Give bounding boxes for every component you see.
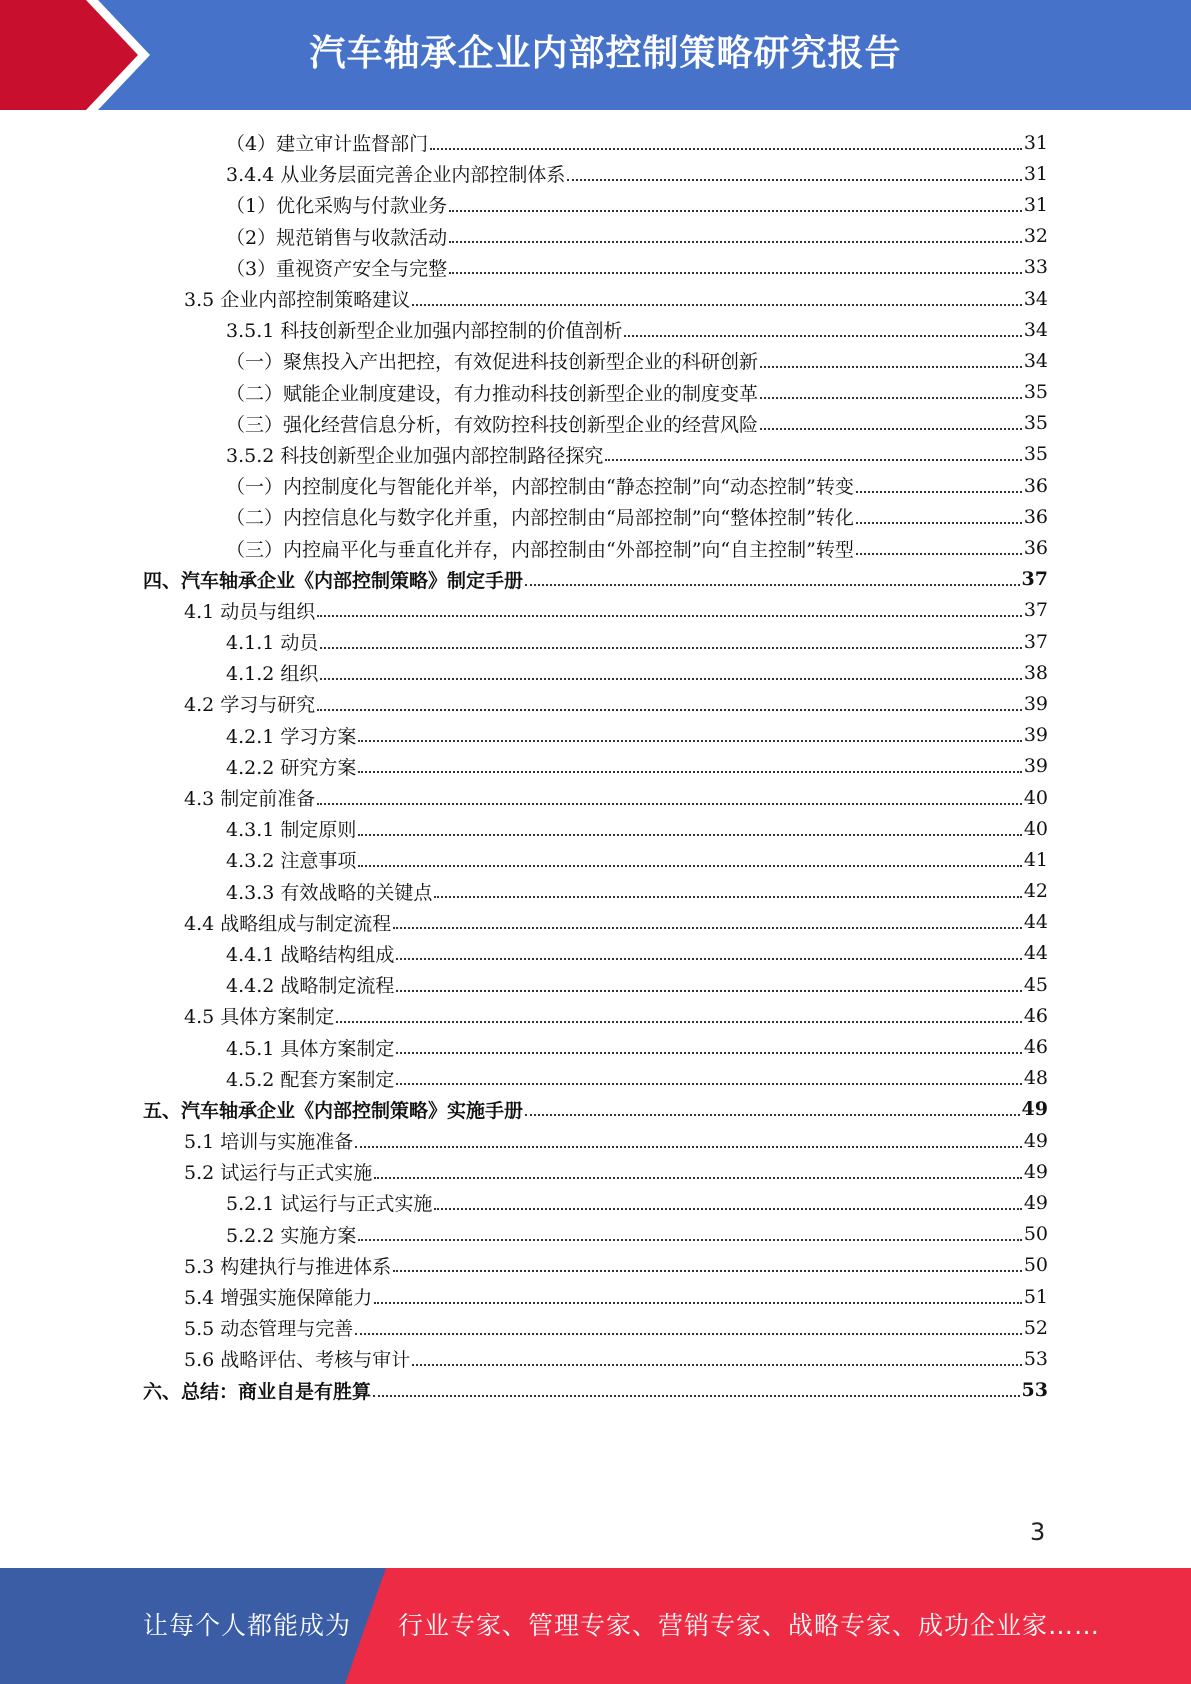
toc-entry[interactable]	[143, 564, 1048, 595]
toc-entry[interactable]	[143, 283, 1048, 314]
toc-entry-title: 5.5 动态管理与完善	[184, 1318, 354, 1341]
toc-entry-page: 39	[1023, 692, 1048, 715]
toc-entry[interactable]	[143, 595, 1048, 626]
toc-leader-dots	[605, 459, 1021, 461]
toc-entry[interactable]	[143, 1187, 1048, 1218]
toc-entry-title: （一）聚焦投入产出把控，有效促进科技创新型企业的科研创新	[226, 351, 759, 374]
toc-entry-page: 53	[1021, 1379, 1048, 1402]
toc-entry-title: 3.5.2 科技创新型企业加强内部控制路径探究	[226, 444, 604, 467]
toc-entry-title: 5.2.2 实施方案	[226, 1224, 357, 1247]
toc-entry[interactable]	[143, 907, 1048, 938]
toc-leader-dots	[320, 678, 1021, 680]
toc-entry-page: 36	[1023, 537, 1048, 560]
toc-entry-title: 4.1.2 组织	[226, 663, 319, 686]
page-number: 3	[1030, 1518, 1046, 1546]
table-of-contents	[143, 127, 1048, 1406]
toc-leader-dots	[317, 709, 1022, 711]
toc-leader-dots	[449, 272, 1022, 274]
toc-entry-title: 4.4.1 战略结构组成	[226, 943, 395, 966]
toc-entry[interactable]	[143, 1063, 1048, 1094]
toc-entry-page: 33	[1023, 256, 1048, 279]
toc-entry-page: 40	[1023, 817, 1048, 840]
toc-leader-dots	[355, 1333, 1022, 1335]
toc-leader-dots	[525, 1114, 1020, 1116]
toc-entry-title: 4.3.2 注意事项	[226, 850, 357, 873]
toc-entry-page: 37	[1021, 568, 1048, 591]
toc-leader-dots	[434, 1208, 1021, 1210]
toc-entry-title: 5.2.1 试运行与正式实施	[226, 1193, 433, 1216]
toc-leader-dots	[760, 397, 1022, 399]
toc-entry-page: 49	[1023, 1129, 1048, 1152]
toc-entry-title: 3.5 企业内部控制策略建议	[184, 289, 411, 312]
toc-leader-dots	[396, 990, 1021, 992]
toc-entry-page: 31	[1023, 193, 1048, 216]
toc-entry-title: 4.5 具体方案制定	[184, 1006, 335, 1029]
toc-leader-dots	[856, 522, 1022, 524]
report-title: 汽车轴承企业内部控制策略研究报告	[309, 33, 902, 74]
toc-entry-page: 39	[1023, 724, 1048, 747]
toc-leader-dots	[412, 304, 1022, 306]
toc-leader-dots	[449, 241, 1022, 243]
toc-entry-page: 42	[1023, 880, 1048, 903]
toc-entry[interactable]	[143, 969, 1048, 1000]
toc-entry-title: 4.3.3 有效战略的关键点	[226, 881, 433, 904]
toc-leader-dots	[412, 1364, 1022, 1366]
toc-leader-dots	[374, 1177, 1022, 1179]
toc-entry-page: 41	[1023, 848, 1048, 871]
toc-entry[interactable]	[143, 189, 1048, 220]
toc-entry-title: 4.3.1 制定原则	[226, 819, 357, 842]
toc-entry-page: 49	[1021, 1098, 1048, 1121]
toc-entry[interactable]	[143, 408, 1048, 439]
toc-entry-title: （一）内控制度化与智能化并举，内部控制由“静态控制”向“动态控制”转变	[226, 476, 854, 499]
toc-entry-page: 34	[1023, 349, 1048, 372]
footer-slogan-right: 行业专家、管理专家、营销专家、战略专家、成功企业家……	[398, 1611, 1101, 1640]
toc-leader-dots	[374, 1302, 1022, 1304]
toc-leader-dots	[320, 647, 1021, 649]
toc-leader-dots	[525, 584, 1020, 586]
toc-entry[interactable]	[143, 314, 1048, 345]
toc-entry-page: 50	[1023, 1254, 1048, 1277]
toc-entry[interactable]	[143, 626, 1048, 657]
toc-entry[interactable]	[143, 1375, 1048, 1406]
toc-entry-page: 36	[1023, 474, 1048, 497]
toc-entry-title: 4.5.1 具体方案制定	[226, 1037, 395, 1060]
toc-leader-dots	[358, 771, 1021, 773]
toc-entry-page: 31	[1023, 131, 1048, 154]
toc-entry-title: 3.5.1 科技创新型企业加强内部控制的价值剖析	[226, 320, 623, 343]
toc-entry-title: （三）内控扁平化与垂直化并存，内部控制由“外部控制”向“自主控制”转型	[226, 538, 854, 561]
toc-entry-page: 52	[1023, 1316, 1048, 1339]
toc-entry-page: 50	[1023, 1223, 1048, 1246]
toc-entry-page: 37	[1023, 599, 1048, 622]
toc-entry-title: 4.5.2 配套方案制定	[226, 1068, 395, 1091]
toc-entry-page: 40	[1023, 786, 1048, 809]
toc-entry-page: 31	[1023, 162, 1048, 185]
toc-entry[interactable]	[143, 876, 1048, 907]
toc-entry[interactable]	[143, 1000, 1048, 1031]
toc-entry[interactable]	[143, 1250, 1048, 1281]
toc-entry-title: 4.2 学习与研究	[184, 694, 316, 717]
toc-entry[interactable]	[143, 501, 1048, 532]
toc-entry-page: 45	[1023, 973, 1048, 996]
page-header	[0, 0, 1191, 110]
toc-entry[interactable]	[143, 345, 1048, 376]
toc-leader-dots	[856, 553, 1022, 555]
toc-entry-title: （2）规范销售与收款活动	[226, 226, 448, 249]
toc-entry[interactable]	[143, 377, 1048, 408]
toc-entry-title: 4.4.2 战略制定流程	[226, 975, 395, 998]
toc-entry-page: 32	[1023, 225, 1048, 248]
toc-entry-title: 5.4 增强实施保障能力	[184, 1287, 373, 1310]
toc-entry-page: 34	[1023, 318, 1048, 341]
toc-entry[interactable]	[143, 1343, 1048, 1374]
toc-leader-dots	[760, 366, 1022, 368]
toc-leader-dots	[336, 1021, 1022, 1023]
footer-slogan-left: 让每个人都能成为	[143, 1611, 352, 1640]
toc-entry-page: 48	[1023, 1067, 1048, 1090]
toc-leader-dots	[396, 958, 1021, 960]
toc-entry[interactable]	[143, 1156, 1048, 1187]
toc-entry-title: 4.1.1 动员	[226, 632, 319, 655]
toc-leader-dots	[373, 1395, 1020, 1397]
toc-entry-page: 46	[1023, 1036, 1048, 1059]
toc-entry[interactable]	[143, 470, 1048, 501]
toc-entry[interactable]	[143, 532, 1048, 563]
toc-leader-dots	[317, 615, 1022, 617]
toc-leader-dots	[355, 1146, 1022, 1148]
toc-entry-title: 4.1 动员与组织	[184, 600, 316, 623]
toc-entry[interactable]	[143, 158, 1048, 189]
toc-entry-page: 46	[1023, 1004, 1048, 1027]
toc-leader-dots	[396, 1052, 1021, 1054]
toc-entry-page: 35	[1023, 443, 1048, 466]
toc-entry-title: 4.2.2 研究方案	[226, 756, 357, 779]
toc-entry-page: 53	[1023, 1347, 1048, 1370]
toc-entry-page: 36	[1023, 505, 1048, 528]
toc-entry-page: 38	[1023, 661, 1048, 684]
toc-leader-dots	[624, 335, 1021, 337]
page-footer	[0, 1568, 1191, 1684]
toc-entry-page: 44	[1023, 942, 1048, 965]
toc-entry[interactable]	[143, 1125, 1048, 1156]
toc-leader-dots	[567, 179, 1021, 181]
toc-entry-title: （4）建立审计监督部门	[226, 133, 429, 156]
toc-entry-page: 35	[1023, 412, 1048, 435]
toc-entry[interactable]	[143, 782, 1048, 813]
toc-entry-page: 34	[1023, 287, 1048, 310]
toc-entry[interactable]	[143, 439, 1048, 470]
toc-leader-dots	[317, 803, 1022, 805]
toc-entry[interactable]	[143, 720, 1048, 751]
toc-entry[interactable]	[143, 1312, 1048, 1343]
toc-leader-dots	[430, 148, 1022, 150]
toc-entry-title: 5.6 战略评估、考核与审计	[184, 1349, 411, 1372]
toc-entry[interactable]	[143, 1031, 1048, 1062]
toc-entry[interactable]	[143, 252, 1048, 283]
toc-leader-dots	[449, 210, 1022, 212]
toc-entry-title: （3）重视资产安全与完整	[226, 257, 448, 280]
toc-leader-dots	[760, 428, 1022, 430]
toc-entry-title: （二）内控信息化与数字化并重，内部控制由“局部控制”向“整体控制”转化	[226, 507, 854, 530]
toc-entry-title: （三）强化经营信息分析，有效防控科技创新型企业的经营风险	[226, 413, 759, 436]
toc-entry-title: （二）赋能企业制度建设，有力推动科技创新型企业的制度变革	[226, 382, 759, 405]
toc-entry-page: 39	[1023, 755, 1048, 778]
toc-entry-title: 4.4 战略组成与制定流程	[184, 912, 392, 935]
toc-entry-page: 37	[1023, 630, 1048, 653]
toc-leader-dots	[358, 834, 1021, 836]
toc-leader-dots	[358, 1239, 1021, 1241]
toc-entry-page: 49	[1023, 1160, 1048, 1183]
toc-entry[interactable]	[143, 751, 1048, 782]
toc-entry-title: 3.4.4 从业务层面完善企业内部控制体系	[226, 164, 566, 187]
toc-leader-dots	[393, 1270, 1022, 1272]
toc-entry[interactable]	[143, 688, 1048, 719]
toc-entry-title: 五、汽车轴承企业《内部控制策略》实施手册	[143, 1099, 524, 1122]
toc-leader-dots	[396, 1083, 1021, 1085]
toc-entry-title: 4.2.1 学习方案	[226, 725, 357, 748]
toc-entry[interactable]	[143, 1281, 1048, 1312]
toc-entry-title: 5.1 培训与实施准备	[184, 1131, 354, 1154]
toc-leader-dots	[856, 491, 1022, 493]
toc-entry[interactable]	[143, 1219, 1048, 1250]
toc-entry[interactable]	[143, 127, 1048, 158]
toc-entry[interactable]	[143, 844, 1048, 875]
toc-leader-dots	[358, 740, 1021, 742]
toc-entry-title: （1）优化采购与付款业务	[226, 195, 448, 218]
toc-entry-title: 四、汽车轴承企业《内部控制策略》制定手册	[143, 569, 524, 592]
toc-entry[interactable]	[143, 657, 1048, 688]
toc-entry-title: 5.2 试运行与正式实施	[184, 1162, 373, 1185]
toc-entry-title: 4.3 制定前准备	[184, 788, 316, 811]
toc-entry[interactable]	[143, 1094, 1048, 1125]
toc-entry-page: 49	[1023, 1191, 1048, 1214]
toc-entry[interactable]	[143, 813, 1048, 844]
toc-entry-page: 51	[1023, 1285, 1048, 1308]
toc-entry[interactable]	[143, 938, 1048, 969]
toc-leader-dots	[393, 927, 1022, 929]
toc-entry-page: 35	[1023, 381, 1048, 404]
toc-entry-title: 5.3 构建执行与推进体系	[184, 1255, 392, 1278]
toc-entry-title: 六、总结：商业自是有胜算	[143, 1380, 372, 1403]
toc-leader-dots	[358, 865, 1021, 867]
toc-leader-dots	[434, 896, 1021, 898]
toc-entry[interactable]	[143, 221, 1048, 252]
toc-entry-page: 44	[1023, 911, 1048, 934]
